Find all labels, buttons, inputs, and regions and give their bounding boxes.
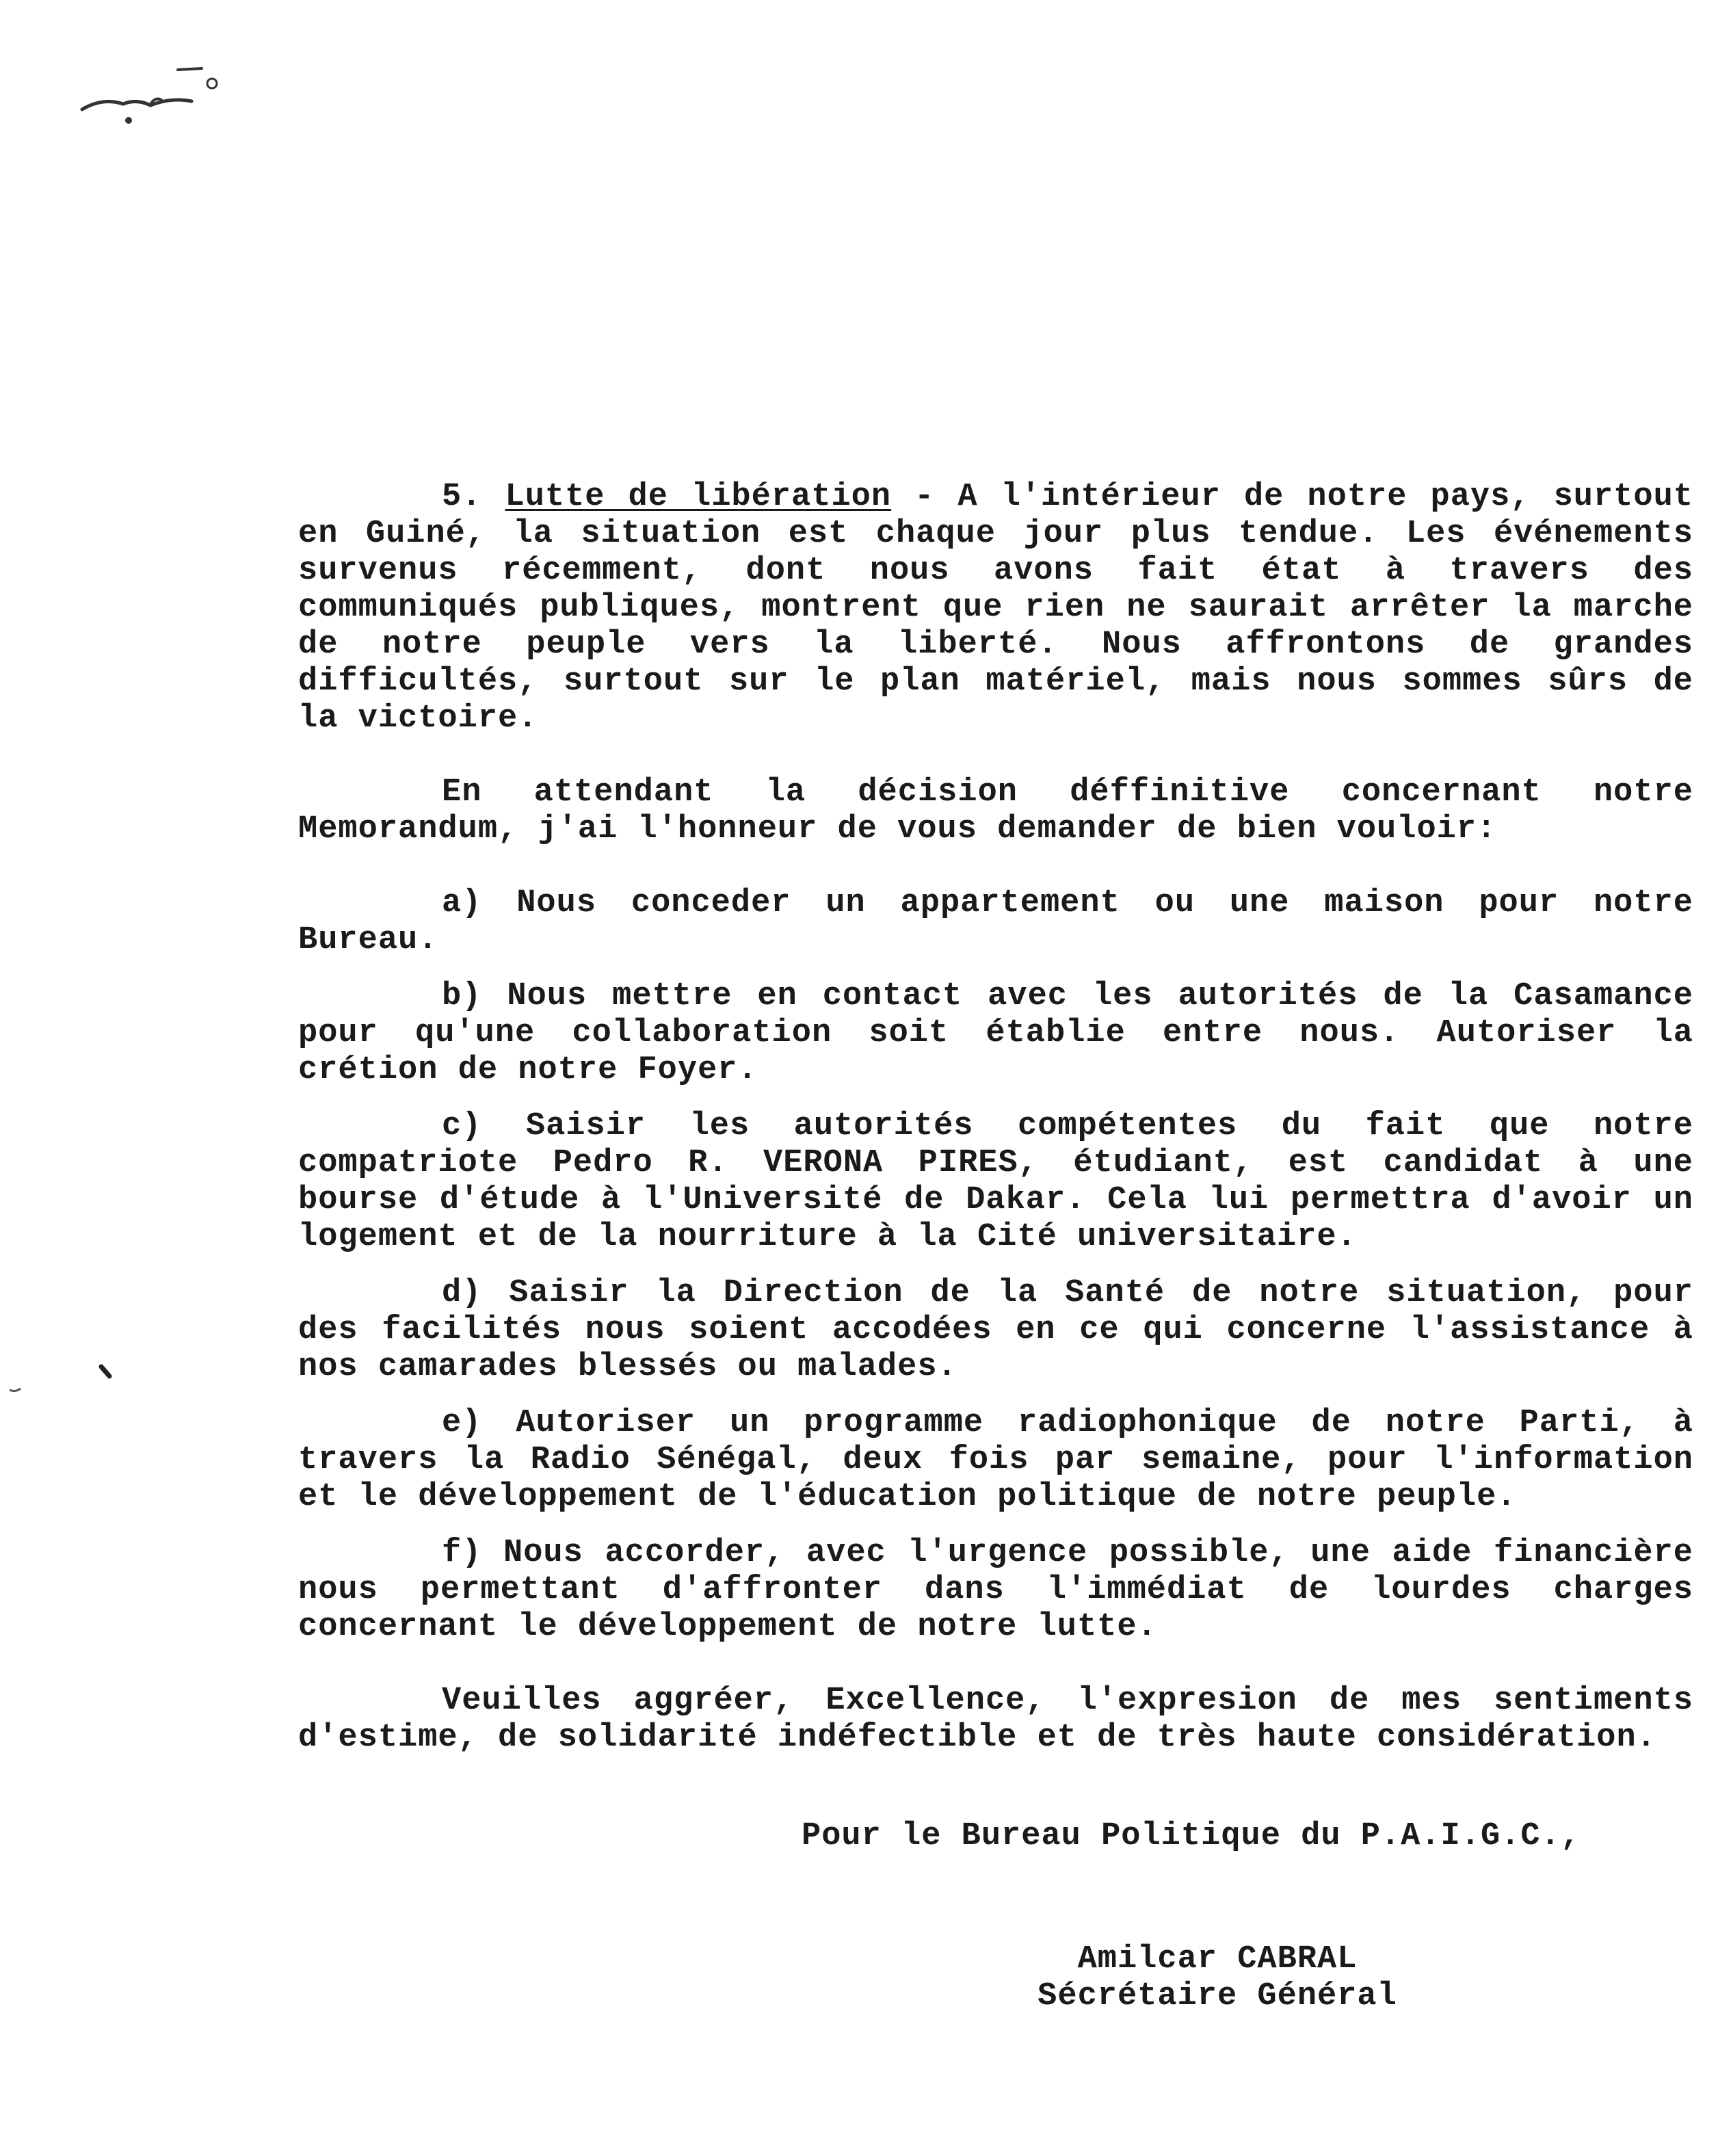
signature-block: [1026, 1941, 1409, 2015]
request-item-a: a) Nous conceder un appartement ou une maison pour notre Bureau.: [298, 885, 1693, 958]
scan-specks: [0, 1354, 137, 1423]
signer-name: Amilcar CABRAL: [1077, 1941, 1358, 1977]
paragraph-text: - A l'intérieur de notre pays, surtout en Guiné, la situation est chaque jour plus tendue. Les événements survenus récemment, dont nous avons fait état à travers des communiqués publiques, montrent que rien ne saurait arrêter la marche de notre peuple vers la liberté. Nous affrontons de grandes difficultés, surtout sur le plan matériel, mais nous sommes sûrs de la victoire.: [298, 479, 1693, 737]
request-item-c: c) Saisir les autorités compétentes du fait que notre compatriote Pedro R. VERONA PIRES, étudiant, est candidat à une bourse d'étude à l'Université de Dakar. Cela lui permettra d'avoir un logement et de la nourriture à la Cité universitaire.: [298, 1108, 1693, 1255]
closing-paragraph: Veuilles aggréer, Excellence, l'expresion de mes sentiments d'estime, de solidarité indéfectible et de très haute considération.: [298, 1683, 1693, 1756]
handwritten-mark: [75, 56, 233, 131]
request-item-f: f) Nous accorder, avec l'urgence possible, une aide financière nous permettant d'affronter dans l'immédiat de lourdes charges concernant le développement de notre lutte.: [298, 1535, 1693, 1645]
section-heading: Lutte de libération: [505, 479, 892, 515]
request-item-b: b) Nous mettre en contact avec les autorités de la Casamance pour qu'une collaboration soit établie entre nous. Autoriser la crétion de notre Foyer.: [298, 978, 1693, 1088]
on-behalf-line: Pour le Bureau Politique du P.A.I.G.C.,: [802, 1818, 1581, 1854]
request-item-d: d) Saisir la Direction de la Santé de notre situation, pour des facilités nous soient accodées en ce qui concerne l'assistance à nos camarades blessés ou malades.: [298, 1275, 1693, 1385]
signer-title: Sécrétaire Général: [1038, 1978, 1397, 2014]
request-item-e: e) Autoriser un programme radiophonique de notre Parti, à travers la Radio Sénégal, deux fois par semaine, pour l'information et le développement de l'éducation politique de notre peuple.: [298, 1405, 1693, 1515]
paragraph-liberation: [298, 479, 1693, 737]
paragraph-number: 5.: [442, 479, 482, 515]
letter-body: [298, 479, 1693, 1757]
paragraph-request-intro: En attendant la décision déffinitive concernant notre Memorandum, j'ai l'honneur de vous demander de bien vouloir:: [298, 774, 1693, 847]
